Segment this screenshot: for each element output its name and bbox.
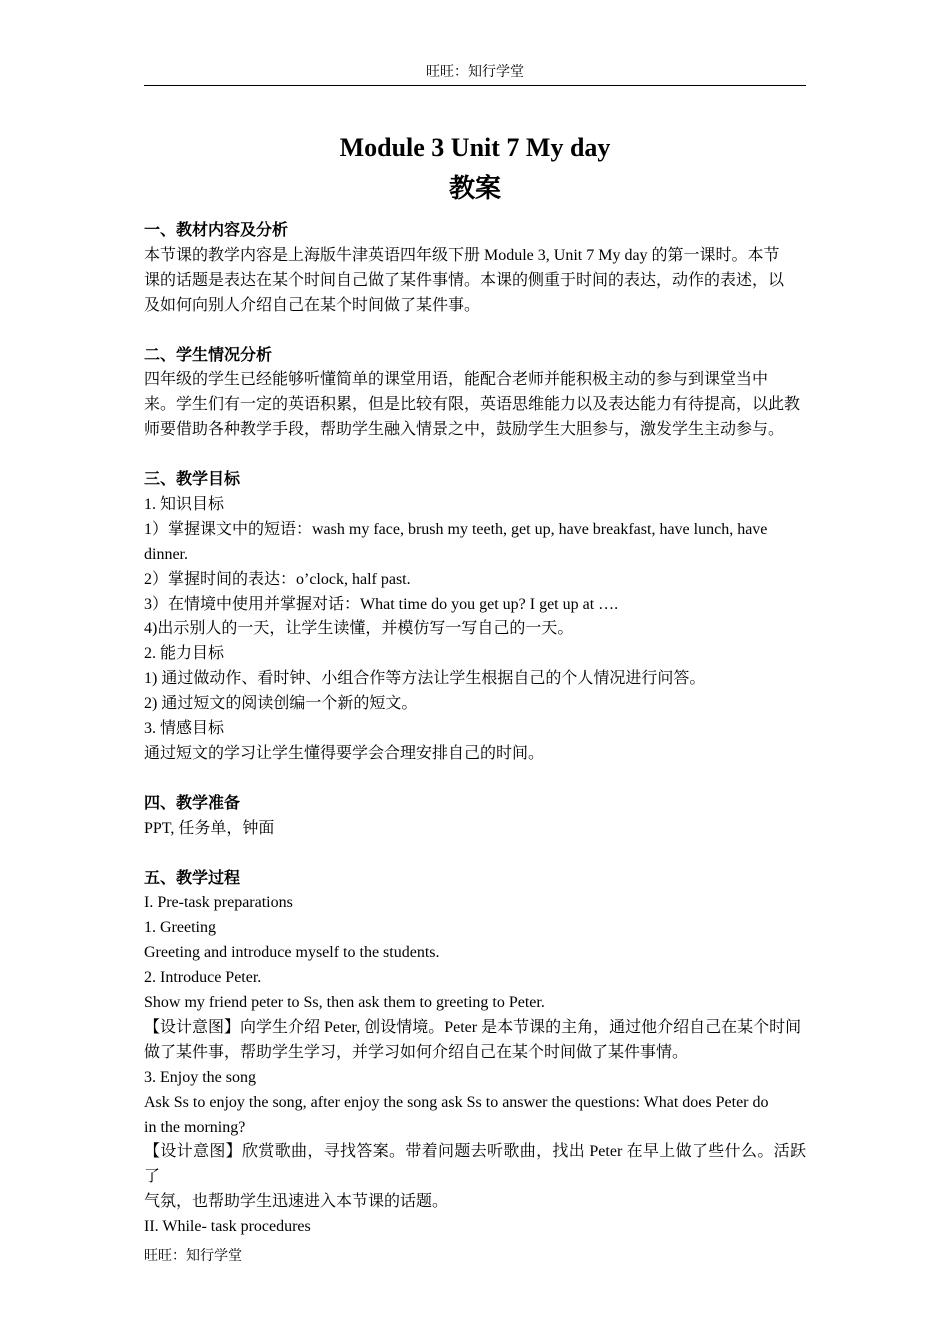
section-heading: 五、教学过程 <box>144 869 241 887</box>
paragraph-line: 3. Enjoy the song <box>144 1068 256 1086</box>
paragraph-line: PPT, 任务单，钟面 <box>144 819 275 837</box>
document-body <box>144 131 806 1240</box>
paragraph-line: 2. 能力目标 <box>144 645 225 663</box>
paragraph-line: Ask Ss to enjoy the song, after enjoy the song ask Ss to answer the questions: What does Peter do <box>144 1093 769 1111</box>
paragraph-line: 【设计意图】向学生介绍 Peter, 创设情境。Peter 是本节课的主角，通过他介绍自己在某个时间 <box>144 1018 802 1036</box>
section-heading: 一、教材内容及分析 <box>144 222 289 239</box>
paragraph-line: dinner. <box>144 545 188 563</box>
paragraph-line: Show my friend peter to Ss, then ask them to greeting to Peter. <box>144 994 545 1012</box>
section-textbook-analysis <box>144 219 806 319</box>
paragraph-line: 【设计意图】欣赏歌曲，寻找答案。带着问题去听歌曲，找出 Peter 在早上做了些什么。活跃了 <box>144 1143 806 1186</box>
section-heading: 四、教学准备 <box>144 794 241 812</box>
section-teaching-process <box>144 867 806 1241</box>
paragraph-line: 1）掌握课文中的短语：wash my face, brush my teeth, get up, have breakfast, have lunch, have <box>144 520 768 538</box>
paragraph-line: 课的话题是表达在某个时间自己做了某件事情。本课的侧重于时间的表达，动作的表述，以 <box>144 271 785 289</box>
page-header: 旺旺：知行学堂 <box>144 63 806 86</box>
paragraph-line: 气氛，也帮助学生迅速进入本节课的话题。 <box>144 1193 449 1211</box>
paragraph-line: 来。学生们有一定的英语积累，但是比较有限，英语思维能力以及表达能力有待提高，以此教 <box>144 396 801 414</box>
paragraph-line: 3）在情境中使用并掌握对话：What time do you get up? I get up at …. <box>144 595 619 613</box>
paragraph-line: Greeting and introduce myself to the students. <box>144 944 440 962</box>
paragraph-line: in the morning? <box>144 1118 246 1136</box>
paragraph-line: 本节课的教学内容是上海版牛津英语四年级下册 Module 3, Unit 7 My day 的第一课时。本节 <box>144 246 780 264</box>
section-teaching-objectives <box>144 468 806 767</box>
document-subtitle: 教案 <box>448 174 501 203</box>
paragraph-line: 3. 情感目标 <box>144 720 225 738</box>
paragraph-line: 2）掌握时间的表达：o’clock, half past. <box>144 570 411 588</box>
document-title: Module 3 Unit 7 My day <box>339 133 611 162</box>
section-heading: 二、学生情况分析 <box>144 346 273 364</box>
paragraph-line: I. Pre-task preparations <box>144 894 293 912</box>
paragraph-line: 做了某件事，帮助学生学习，并学习如何介绍自己在某个时间做了某件事情。 <box>144 1043 689 1061</box>
paragraph-line: 2) 通过短文的阅读创编一个新的短文。 <box>144 695 418 713</box>
paragraph-line: 及如何向别人介绍自己在某个时间做了某件事。 <box>144 296 481 314</box>
paragraph-line: 通过短文的学习让学生懂得要学会合理安排自己的时间。 <box>144 745 545 762</box>
paragraph-line: 1. Greeting <box>144 919 216 937</box>
paragraph-line: 4)出示别人的一天，让学生读懂，并模仿写一写自己的一天。 <box>144 620 574 638</box>
section-heading: 三、教学目标 <box>144 471 241 489</box>
section-student-analysis <box>144 344 806 444</box>
paragraph-line: 1. 知识目标 <box>144 495 225 513</box>
paragraph-line: 四年级的学生已经能够听懂简单的课堂用语，能配合老师并能积极主动的参与到课堂当中 <box>144 371 769 389</box>
paragraph-line: 2. Introduce Peter. <box>144 969 262 987</box>
paragraph-line: 师要借助各种教学手段，帮助学生融入情景之中，鼓励学生大胆参与，激发学生主动参与。 <box>144 421 785 439</box>
paragraph-line: 1) 通过做动作、看时钟、小组合作等方法让学生根据自己的个人情况进行问答。 <box>144 670 706 688</box>
page-footer: 旺旺：知行学堂 <box>144 1249 242 1264</box>
section-teaching-preparation <box>144 792 806 842</box>
paragraph-line: II. While- task procedures <box>144 1218 311 1236</box>
